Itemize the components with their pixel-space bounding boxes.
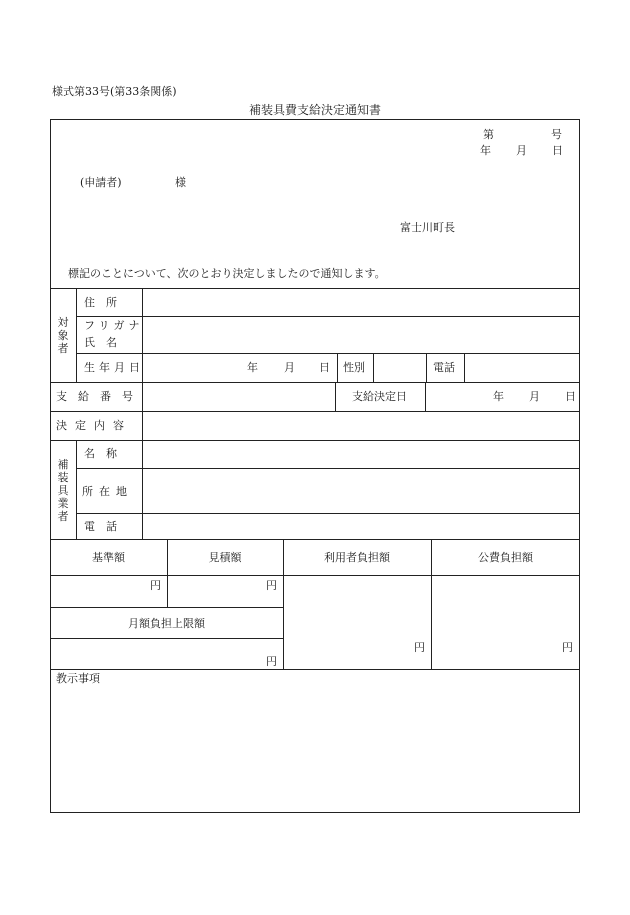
divider <box>142 440 143 539</box>
gender-label: 性別 <box>343 361 365 374</box>
vendor-name-label: 名 称 <box>84 447 117 460</box>
user-burden-label: 利用者負担額 <box>324 551 390 564</box>
divider <box>373 353 374 382</box>
furigana-label: フリガナ <box>84 319 144 332</box>
standard-yen-unit: 円 <box>150 579 161 592</box>
divider <box>50 539 580 540</box>
birth-day: 日 <box>319 361 330 374</box>
number-suffix: 号 <box>551 128 562 141</box>
divider <box>337 353 338 382</box>
divider <box>464 353 465 382</box>
birthdate-label: 生年月日 <box>84 361 144 374</box>
notice-date-month: 月 <box>516 144 527 157</box>
form-frame <box>50 119 580 813</box>
divider <box>76 353 580 354</box>
birth-year: 年 <box>247 361 258 374</box>
address-label: 住 所 <box>84 296 117 309</box>
estimate-amount-label: 見積額 <box>208 551 242 564</box>
divider <box>50 575 580 576</box>
monthly-cap-yen-unit: 円 <box>266 655 277 668</box>
standard-amount-label: 基準額 <box>92 551 125 564</box>
divider <box>50 288 580 289</box>
user-burden-yen-unit: 円 <box>414 641 425 654</box>
divider <box>50 440 580 441</box>
divider <box>76 513 580 514</box>
divider <box>50 638 283 639</box>
applicant-label: (申請者) <box>80 176 122 189</box>
divider <box>425 382 426 411</box>
number-prefix: 第 <box>483 128 494 141</box>
monthly-cap-label: 月額負担上限額 <box>128 617 205 630</box>
instructions-label: 教示事項 <box>56 672 100 685</box>
payment-number-label: 支給番号 <box>56 390 144 403</box>
subject-group-label: 対 象 者 <box>57 316 69 355</box>
decision-content-label: 決定内容 <box>56 419 132 432</box>
honorific: 様 <box>175 176 186 189</box>
divider <box>76 440 77 539</box>
name-label: 氏 名 <box>84 336 117 349</box>
divider <box>426 353 427 382</box>
divider <box>76 468 580 469</box>
decision-date-label: 支給決定日 <box>352 390 407 403</box>
notice-date-year: 年 <box>480 144 491 157</box>
document-title: 補装具費支給決定通知書 <box>248 103 381 117</box>
notice-body-text: 標記のことについて、次のとおり決定しましたので通知します。 <box>68 267 386 280</box>
decision-day: 日 <box>565 390 576 403</box>
divider <box>50 411 580 412</box>
vendor-location-label: 所在地 <box>82 485 133 498</box>
decision-month: 月 <box>529 390 540 403</box>
divider <box>50 382 580 383</box>
issuer-name: 富士川町長 <box>400 221 455 234</box>
divider <box>335 382 336 411</box>
vendor-phone-label: 電 話 <box>84 520 117 533</box>
divider <box>50 669 580 670</box>
public-burden-label: 公費負担額 <box>478 551 533 564</box>
form-number-label: 様式第33号(第33条関係) <box>52 85 177 98</box>
public-burden-yen-unit: 円 <box>562 641 573 654</box>
estimate-yen-unit: 円 <box>266 579 277 592</box>
notice-date-day: 日 <box>552 144 563 157</box>
subject-phone-label: 電話 <box>433 361 455 374</box>
decision-year: 年 <box>493 390 504 403</box>
divider <box>167 539 168 607</box>
divider <box>76 288 77 382</box>
vendor-group-label: 補 装 具 業 者 <box>57 458 69 523</box>
divider <box>50 607 283 608</box>
divider <box>76 316 580 317</box>
birth-month: 月 <box>284 361 295 374</box>
